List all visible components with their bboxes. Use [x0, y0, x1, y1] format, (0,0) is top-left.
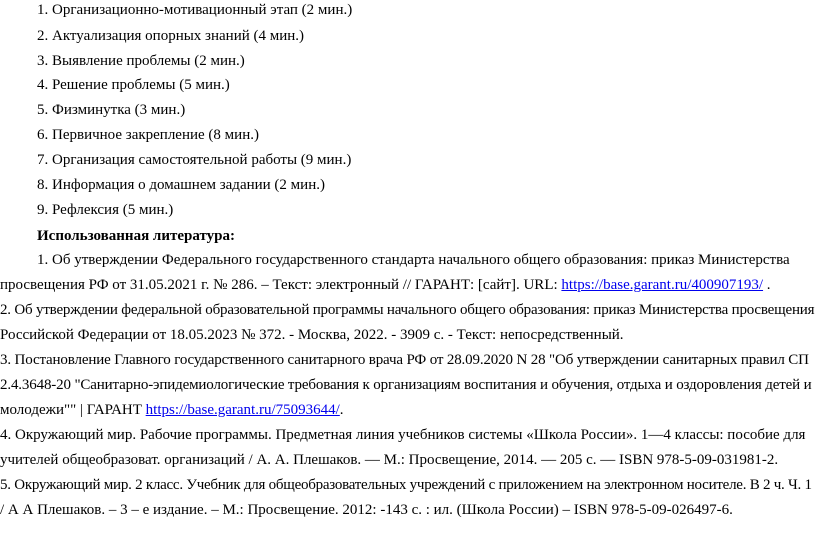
lesson-stage-7: 7. Организация самостоятельной работы (9 мин.)	[37, 152, 352, 168]
reference-4-line-1: 4. Окружающий мир. Рабочие программы. Предметная линия учебников системы «Школа России». 1—4 классы: пособие для	[0, 427, 806, 443]
reference-1-line-1: 1. Об утверждении Федерального государственного стандарта начального общего образования: приказ Министерства	[37, 252, 790, 268]
reference-3-line-1: 3. Постановление Главного государственного санитарного врача РФ от 28.09.2020 N 28 "Об утверждении санитарных правил СП	[0, 352, 809, 368]
lesson-stage-1: 1. Организационно-мотивационный этап (2 мин.)	[37, 2, 353, 18]
reference-4-line-2: учителей общеобразоват. организаций / А. А. Плешаков. — М.: Просвещение, 2014. — 205 с. — ISBN 978-5-09-031981-2.	[0, 452, 779, 468]
reference-3-text: молодежи"" | ГАРАНТ	[0, 402, 146, 418]
reference-1-tail: .	[763, 277, 771, 293]
reference-2-line-1: 2. Об утверждении федеральной образовательной программы начального общего образования: приказ Министерства просвещения	[0, 302, 815, 318]
lesson-stage-4: 4. Решение проблемы (5 мин.)	[37, 77, 230, 93]
reference-1-text: просвещения РФ от 31.05.2021 г. № 286. – Текст: электронный // ГАРАНТ: [сайт]. URL:	[0, 277, 562, 293]
lesson-stage-5: 5. Физминутка (3 мин.)	[37, 102, 186, 118]
reference-2-line-2: Российской Федерации от 18.05.2023 № 372. - Москва, 2022. - 3909 с. - Текст: непосредственный.	[0, 327, 624, 343]
lesson-stage-8: 8. Информация о домашнем задании (2 мин.)	[37, 177, 325, 193]
lesson-stage-3: 3. Выявление проблемы (2 мин.)	[37, 53, 245, 69]
reference-3-line-2: 2.4.3648-20 "Санитарно-эпидемиологические требования к организациям воспитания и обучения, отдыха и оздоровления детей и	[0, 377, 812, 393]
reference-3-link[interactable]: https://base.garant.ru/75093644/	[145, 402, 340, 418]
literature-heading: Использованная литература:	[37, 228, 235, 244]
reference-5-line-1: 5. Окружающий мир. 2 класс. Учебник для общеобразовательных учреждений с приложением на электронном носителе. В 2 ч. Ч. 1	[0, 477, 812, 493]
reference-3-line-3	[0, 401, 344, 419]
reference-1-link[interactable]: https://base.garant.ru/400907193/	[561, 277, 764, 293]
lesson-stage-2: 2. Актуализация опорных знаний (4 мин.)	[37, 28, 305, 44]
reference-3-tail: .	[339, 402, 344, 418]
lesson-stage-6: 6. Первичное закрепление (8 мин.)	[37, 127, 259, 143]
reference-1-line-2	[0, 276, 771, 294]
reference-5-line-2: / А А Плешаков. – 3 – е издание. – М.: Просвещение. 2012: -143 с. : ил. (Школа России) – ISBN 978-5-09-026497-6.	[0, 502, 733, 518]
lesson-stage-9: 9. Рефлексия (5 мин.)	[37, 202, 174, 218]
